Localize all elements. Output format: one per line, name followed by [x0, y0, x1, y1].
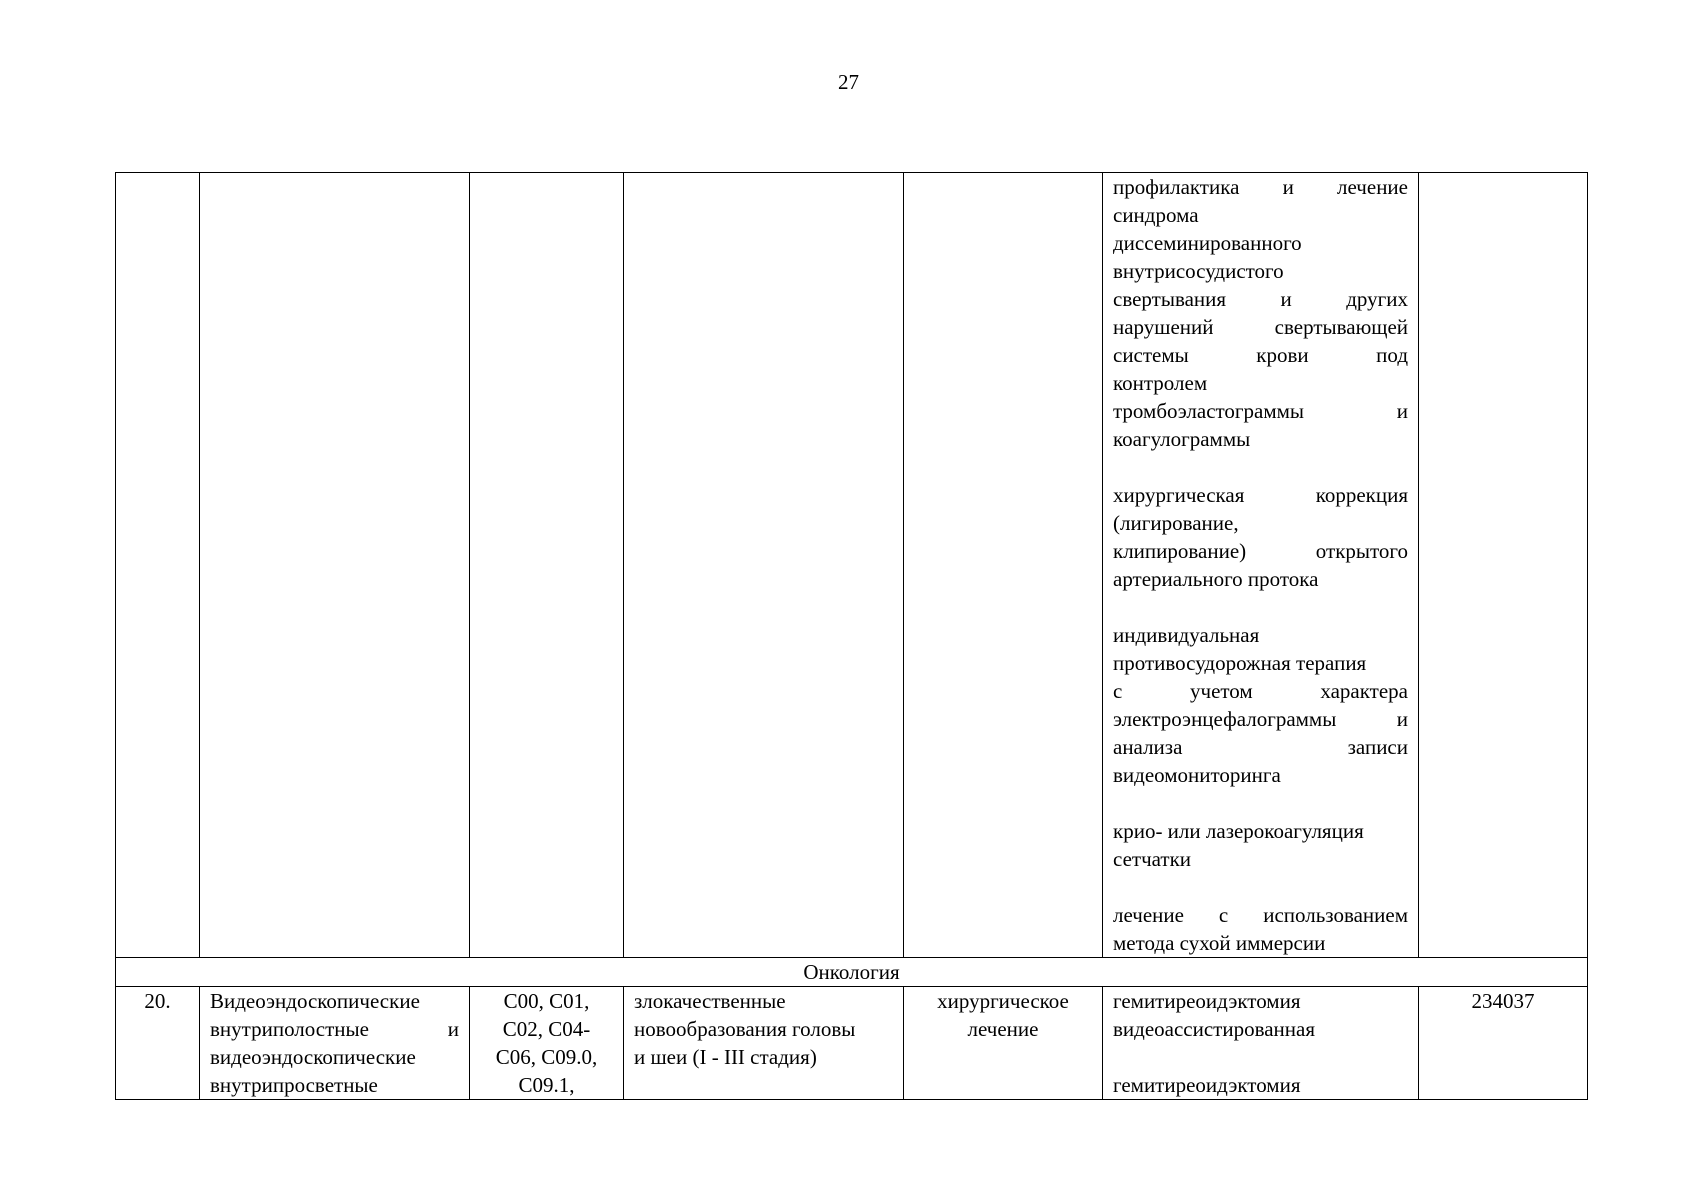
method-line: электроэнцефалограммы и	[1113, 707, 1408, 731]
care-types-table	[115, 172, 1588, 1100]
paragraph-gap	[1113, 873, 1408, 901]
method-line: крио- или лазерокоагуляция	[1113, 819, 1364, 843]
paragraph-gap	[1113, 789, 1408, 817]
method-line: лечение с использованием	[1113, 903, 1408, 927]
treatment-type	[904, 987, 1103, 1100]
cell-patient-model	[624, 173, 904, 958]
cell-care-type	[200, 173, 470, 958]
method-paragraph	[1113, 901, 1408, 957]
method-line: противосудорожная терапия	[1113, 651, 1367, 675]
method-line: синдрома	[1113, 203, 1199, 227]
cost-value: 234037	[1419, 987, 1588, 1100]
cell-cost	[1419, 173, 1588, 958]
treatment-line: хирургическое	[937, 989, 1069, 1013]
cell-treatment-methods	[1103, 173, 1419, 958]
care-type-line: внутрипросветные	[210, 1073, 378, 1097]
method-line: (лигирование,	[1113, 511, 1239, 535]
method-line: хирургическая коррекция	[1113, 483, 1408, 507]
patient-model	[624, 987, 904, 1100]
method-line: гемитиреоидэктомия	[1113, 989, 1301, 1013]
care-type-line: внутриполостные и	[210, 1017, 459, 1041]
treatment-line: лечение	[967, 1017, 1039, 1041]
method-line: коагулограммы	[1113, 427, 1251, 451]
icd-code-line: C09.1,	[518, 1073, 575, 1097]
method-line: сетчатки	[1113, 847, 1192, 871]
icd-codes	[470, 987, 624, 1100]
paragraph-gap	[1113, 593, 1408, 621]
method-line: профилактика и лечение	[1113, 175, 1408, 199]
paragraph-gap	[1113, 453, 1408, 481]
diagnosis-line: новообразования головы	[634, 1017, 856, 1041]
section-title: Онкология	[116, 958, 1588, 987]
care-type-name	[200, 987, 470, 1100]
diagnosis-line: и шеи (I - III стадия)	[634, 1045, 817, 1069]
care-type-line: Видеоэндоскопические	[210, 989, 420, 1013]
method-line: тромбоэластограммы и	[1113, 399, 1408, 423]
method-line: свертывания и других	[1113, 287, 1408, 311]
method-paragraph	[1113, 621, 1408, 789]
icd-code-line: C02, C04-	[502, 1017, 591, 1041]
method-line: контролем	[1113, 371, 1208, 395]
method-paragraph	[1113, 817, 1408, 873]
method-paragraph	[1113, 1071, 1408, 1099]
method-line: анализа записи	[1113, 735, 1408, 759]
diagnosis-line: злокачественные	[634, 989, 786, 1013]
method-paragraph	[1113, 987, 1408, 1043]
cell-treatment-type	[904, 173, 1103, 958]
table-row-continuation	[116, 173, 1588, 958]
method-line: диссеминированного	[1113, 231, 1302, 255]
method-line: индивидуальная	[1113, 623, 1260, 647]
method-line: видеомониторинга	[1113, 763, 1281, 787]
paragraph-gap	[1113, 1043, 1408, 1071]
row-number: 20.	[116, 987, 200, 1100]
method-line: с учетом характера	[1113, 679, 1408, 703]
page-number: 27	[838, 70, 859, 94]
method-line: видеоассистированная	[1113, 1017, 1316, 1041]
section-header-row	[116, 958, 1588, 987]
method-line: системы крови под	[1113, 343, 1408, 367]
icd-code-line: C06, C09.0,	[495, 1045, 598, 1069]
method-paragraph	[1113, 173, 1408, 453]
treatment-methods	[1103, 987, 1419, 1100]
method-line: внутрисосудистого	[1113, 259, 1284, 283]
method-paragraph	[1113, 481, 1408, 593]
method-line: гемитиреоидэктомия	[1113, 1073, 1301, 1097]
icd-code-line: C00, C01,	[503, 989, 590, 1013]
cell-number	[116, 173, 200, 958]
method-line: нарушений свертывающей	[1113, 315, 1408, 339]
method-line: метода сухой иммерсии	[1113, 931, 1326, 955]
care-type-line: видеоэндоскопические	[210, 1045, 416, 1069]
method-line: артериального протока	[1113, 567, 1319, 591]
table-row-20	[116, 987, 1588, 1100]
method-line: клипирование) открытого	[1113, 539, 1408, 563]
cell-icd-codes	[470, 173, 624, 958]
